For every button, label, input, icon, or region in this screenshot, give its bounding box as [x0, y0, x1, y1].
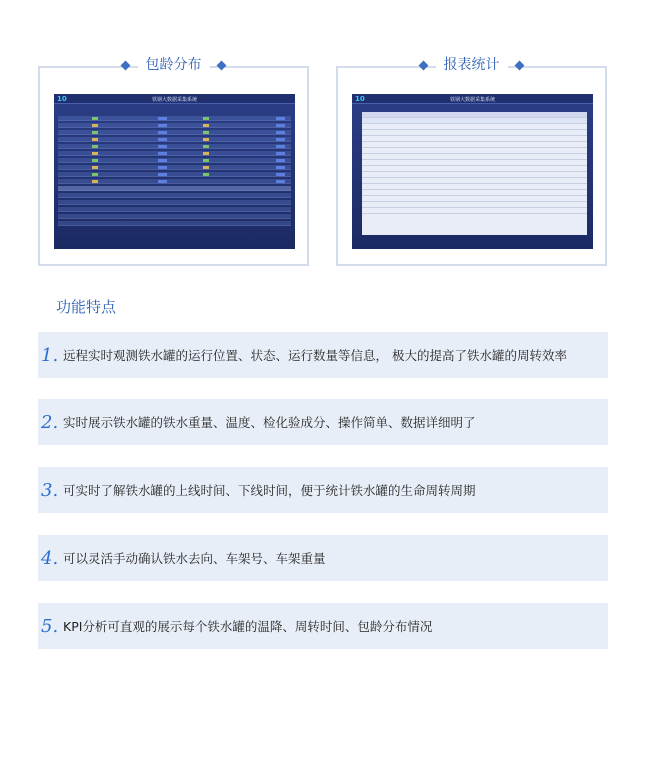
feature-number: 1. — [41, 344, 59, 366]
screenshot-image — [54, 94, 295, 249]
screenshot-app-title: 铁钢大数据采集系统 — [151, 97, 197, 103]
feature-number: 5. — [41, 615, 59, 637]
feature-item — [38, 603, 608, 649]
screenshot-logo: 10 — [57, 95, 67, 103]
panel-title — [338, 54, 605, 74]
feature-number: 2. — [41, 411, 59, 433]
screenshot-image — [352, 94, 593, 249]
feature-number: 3. — [41, 479, 59, 501]
screenshot-report-table — [362, 112, 587, 235]
diamond-icon — [419, 60, 429, 70]
screenshot-titlebar — [352, 94, 593, 104]
screenshot-table — [58, 116, 291, 243]
feature-item — [38, 535, 608, 581]
feature-item — [38, 332, 608, 378]
diamond-icon — [217, 60, 227, 70]
diamond-icon — [121, 60, 131, 70]
panel-title-text: 报表统计 — [436, 57, 508, 73]
diamond-icon — [515, 60, 525, 70]
screenshot-app-title: 铁钢大数据采集系统 — [449, 97, 495, 103]
feature-text: KPI分析可直观的展示每个铁水罐的温降、周转时间、包龄分布情况 — [63, 619, 433, 634]
screenshot-titlebar — [54, 94, 295, 104]
feature-item — [38, 399, 608, 445]
feature-text: 远程实时观测铁水罐的运行位置、状态、运行数量等信息， 极大的提高了铁水罐的周转效率 — [63, 348, 567, 363]
features-heading: 功能特点 — [56, 298, 117, 316]
panel-title-text: 包龄分布 — [138, 57, 210, 73]
feature-item — [38, 467, 608, 513]
feature-text: 可实时了解铁水罐的上线时间、下线时间，便于统计铁水罐的生命周转周期 — [63, 483, 476, 498]
screenshot-logo: 10 — [355, 95, 365, 103]
panel-ladle-age-distribution — [38, 57, 309, 266]
feature-text: 实时展示铁水罐的铁水重量、温度、检化验成分、操作简单、数据详细明了 — [63, 415, 476, 430]
feature-number: 4. — [41, 547, 59, 569]
panel-report-statistics — [336, 57, 607, 266]
feature-text: 可以灵活手动确认铁水去向、车架号、车架重量 — [63, 551, 326, 566]
panel-title — [40, 54, 307, 74]
